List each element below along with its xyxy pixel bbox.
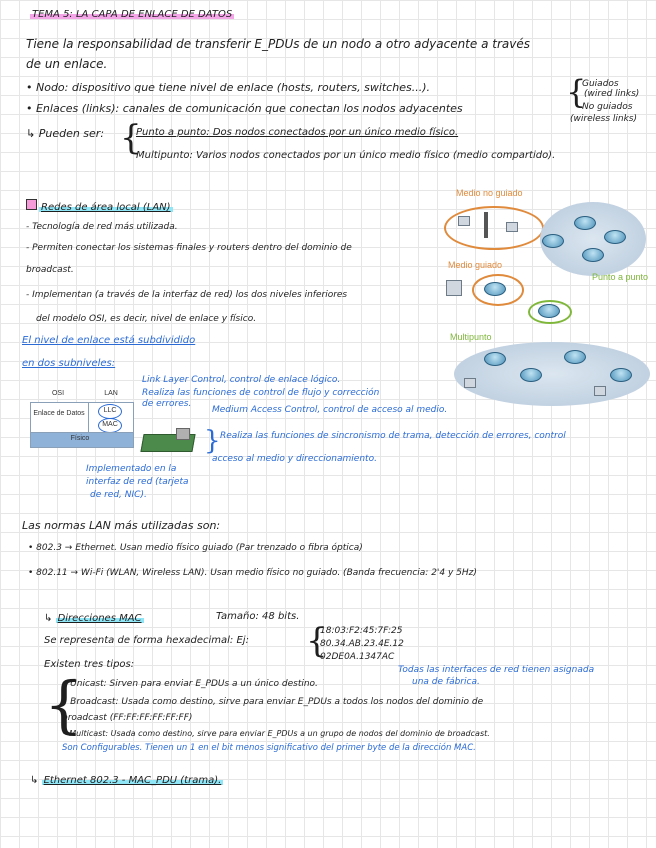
label-punto-a-punto: Punto a punto — [592, 272, 649, 282]
router-icon — [538, 304, 560, 318]
pueden-ser-brace: { — [120, 118, 142, 158]
norma-8023: • 802.3 → Ethernet. Usan medio físico guiado (Par trenzado o fibra óptica) — [28, 543, 363, 553]
label-medio-no-guiado: Medio no guiado — [456, 188, 523, 198]
unicast-def: • Unicast: Sirven para enviar E_PDUs a un único destino. — [62, 679, 318, 689]
intro-line-2: de un enlace. — [26, 57, 108, 71]
unicast-note-2: una de fábrica. — [412, 677, 480, 687]
ethernet-heading: ↳ Ethernet 802.3 - MAC_PDU (trama). — [30, 775, 222, 786]
guiados-label-2: (wired links) — [584, 89, 640, 99]
lan-bullet-3a: - Implementan (a través de la interfaz de red) los dos niveles inferiores — [26, 290, 348, 300]
normas-title: Las normas LAN más utilizadas son: — [22, 519, 221, 532]
enlace-datos-label: Enlace de Datos — [33, 410, 85, 417]
router-icon — [604, 230, 626, 244]
broadcast-def-1: • Broadcast: Usada como destino, sirve para enviar E_PDUs a todos los nodos del dominio de — [62, 697, 484, 707]
label-multipunto: Multipunto — [450, 332, 492, 342]
page-title — [30, 10, 234, 20]
laptop-icon — [506, 222, 518, 232]
mac-note-2: Realiza las funciones de sincronismo de trama, detección de errores, control — [220, 431, 566, 441]
mac-label: MAC — [102, 421, 118, 428]
llc-label: LLC — [103, 407, 117, 414]
mac-heading: ↳ Direcciones MAC — [44, 613, 142, 624]
hex-brace: { — [306, 621, 328, 661]
pueden-ser-label: ↳ Pueden ser: — [26, 127, 105, 140]
lan-heading-text: Redes de área local (LAN) — [41, 202, 171, 213]
lan-bullet-3b: del modelo OSI, es decir, nivel de enlace y físico. — [36, 314, 257, 324]
enlaces-brace: { — [566, 73, 587, 111]
server-icon — [594, 386, 606, 396]
lan-col-label: LAN — [104, 390, 118, 397]
router-icon — [574, 216, 596, 230]
hex-intro: Se representa de forma hexadecimal: Ej: — [44, 635, 249, 646]
router-icon — [484, 282, 506, 296]
laptop-icon — [458, 216, 470, 226]
norma-80211: • 802.11 → Wi-Fi (WLAN, Wireless LAN). Usan medio físico no guiado. (Banda frecuencia: 2'4 y 5Hz) — [28, 568, 477, 578]
no-guiados-label-2: (wireless links) — [570, 114, 638, 124]
router-icon — [484, 352, 506, 366]
network-figure — [444, 182, 654, 412]
hex-example-1: 18:03:F2:45:7F:25 — [320, 626, 403, 636]
tipos-title: Existen tres tipos: — [44, 659, 135, 670]
mac-size: Tamaño: 48 bits. — [216, 611, 300, 622]
mac-note-1: Medium Access Control, control de acceso al medio. — [212, 405, 448, 415]
multicast-note: Son Configurables. Tienen un 1 en el bit menos significativo del primer byte de la dirección MAC. — [62, 743, 476, 753]
lan-heading — [26, 199, 173, 213]
multicast-def: • Multicast: Usada como destino, sirve para enviar E_PDUs a un grupo de nodos del dominio de broadcast. — [62, 729, 490, 738]
note-square-icon — [26, 199, 37, 210]
lan-blue-line-2-text: en dos subniveles: — [22, 358, 116, 369]
impl-note-3: de red, NIC). — [90, 490, 147, 500]
mac-brace: } — [204, 426, 221, 456]
house-icon — [446, 280, 462, 296]
lan-blue-line-2 — [22, 359, 115, 369]
nic-card-image — [142, 428, 196, 454]
hex-example-2: 80.34.AB.23.4E.12 — [320, 639, 404, 649]
llc-note-1: Link Layer Control, control de enlace lógico. — [142, 375, 341, 385]
intro-line-1: Tiene la responsabilidad de transferir E_PDUs de un nodo a otro adyacente a través — [26, 37, 530, 51]
llc-note-3: de errores. — [142, 399, 192, 409]
mac-heading-text: Direcciones MAC — [57, 613, 142, 624]
osi-enlace-box — [30, 402, 90, 434]
mac-note-3: acceso al medio y direccionamiento. — [212, 454, 377, 464]
punto-a-punto-def — [136, 128, 458, 138]
fisico-label: Físico — [70, 435, 90, 442]
hex-example-3: 02DE0A.1347AC — [320, 652, 395, 662]
unicast-note-1: Todas las interfaces de red tienen asignada — [398, 665, 595, 675]
router-icon — [582, 248, 604, 262]
lan-blue-line-1 — [22, 336, 195, 346]
ethernet-heading-text: Ethernet 802.3 - MAC_PDU (trama). — [43, 775, 222, 786]
llc-note-2: Realiza las funciones de control de flujo y corrección — [142, 388, 380, 398]
impl-note-2: interfaz de red (tarjeta — [86, 477, 189, 487]
impl-note-1: Implementado en la — [86, 464, 177, 474]
nic-connector — [176, 428, 190, 440]
page-title-text: TEMA 5: LA CAPA DE ENLACE DE DATOS — [32, 9, 233, 20]
antenna-tower-icon — [484, 212, 488, 238]
osi-col-label: OSI — [51, 390, 65, 397]
router-icon — [542, 234, 564, 248]
desktop-icon — [464, 378, 476, 388]
router-icon — [610, 368, 632, 382]
lan-bullet-2b: broadcast. — [26, 265, 74, 275]
no-guiados-label-1: No guiados — [582, 102, 633, 112]
label-medio-guiado: Medio guiado — [448, 260, 503, 270]
multipunto-def: Multipunto: Varios nodos conectados por un único medio físico (medio compartido). — [136, 150, 556, 161]
broadcast-def-2: broadcast (FF:FF:FF:FF:FF:FF) — [62, 713, 193, 723]
enlaces-definition: • Enlaces (links): canales de comunicación que conectan los nodos adyacentes — [26, 102, 463, 115]
lan-bullet-1: - Tecnología de red más utilizada. — [26, 222, 178, 232]
guiados-label-1: Guiados — [582, 79, 619, 89]
router-icon — [564, 350, 586, 364]
router-icon — [520, 368, 542, 382]
nodo-definition: • Nodo: dispositivo que tiene nivel de enlace (hosts, routers, switches...). — [26, 81, 430, 94]
tipos-brace: { — [44, 668, 84, 741]
orange-ellipse-wireless — [444, 206, 544, 250]
punto-a-punto-text: Punto a punto: Dos nodos conectados por un único medio físico. — [136, 127, 459, 138]
lan-blue-line-1-text: El nivel de enlace está subdividido — [22, 335, 196, 346]
lan-bullet-2a: - Permiten conectar los sistemas finales y routers dentro del dominio de — [26, 243, 352, 253]
